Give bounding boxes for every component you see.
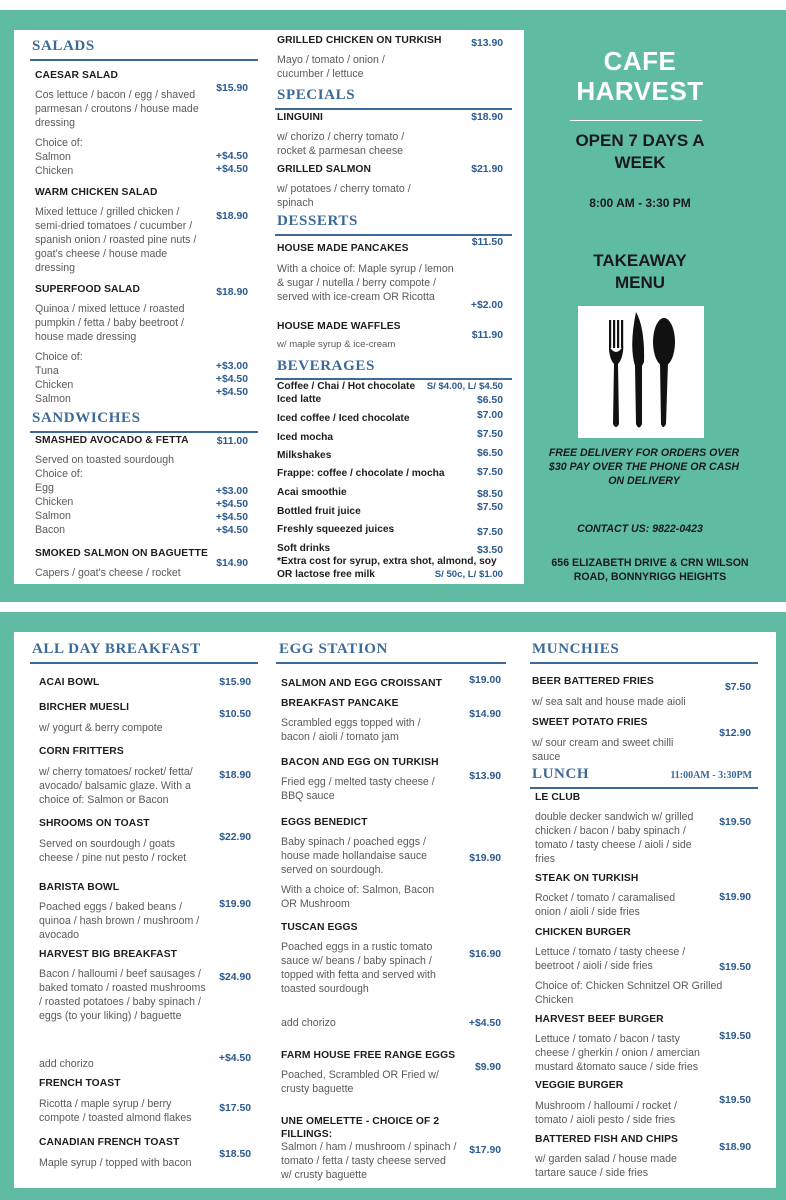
- steak-on-turkish-desc: Rocket / tomato / caramalised onion / aioli / side fries: [535, 892, 676, 918]
- avocado-opt-salmon: Salmon: [35, 510, 71, 522]
- beverages-title: BEVERAGES: [277, 358, 375, 374]
- sweet-potato-fries-desc: w/ sour cream and sweet chilli sauce: [532, 737, 674, 763]
- superfood-add-tuna: +$3.00: [215, 361, 248, 372]
- caesar-salad-desc: Cos lettuce / bacon / egg / shaved parmesan / croutons / house made dressing: [35, 89, 199, 129]
- french-toast-desc: Ricotta / maple syrup / berry compote / toasted almond flakes: [39, 1098, 192, 1124]
- smoked-salmon-desc: Capers / goat's cheese / rocket: [35, 567, 181, 579]
- lunch-title: LUNCH: [532, 766, 590, 782]
- harvest-big-breakfast-desc: Bacon / halloumi / beef sausages / baked tomato / roasted mushrooms / roasted potatoes / baby spinach / eggs (to your liking) / baguette: [39, 968, 206, 1022]
- corn-fritters-name: CORN FRITTERS: [39, 746, 124, 757]
- beverage-name: Bottled fruit juice: [277, 506, 361, 517]
- beverage-name: Iced coffee / Iced chocolate: [277, 413, 410, 424]
- beverage-price: $7.50: [476, 527, 503, 538]
- superfood-add-salmon: +$4.50: [215, 387, 248, 398]
- farm-house-eggs-price: $9.90: [474, 1062, 501, 1073]
- breakfast-pancake-price: $14.90: [469, 709, 501, 720]
- beverage-name: Iced mocha: [277, 432, 334, 443]
- steak-on-turkish-name: STEAK ON TURKISH: [535, 873, 639, 884]
- avocado-opt-chicken: Chicken: [35, 496, 74, 508]
- waffles-price: $11.90: [471, 330, 503, 341]
- cutlery-box: [578, 306, 704, 438]
- beer-battered-fries-price: $7.50: [724, 682, 751, 693]
- avocado-add-egg: +$3.00: [215, 486, 248, 497]
- contact-number: CONTACT US: 9822-0423: [577, 523, 703, 535]
- pancakes-add: +$2.00: [470, 300, 503, 311]
- tuscan-add-chorizo: add chorizo: [281, 1017, 336, 1029]
- canadian-french-toast-desc: Maple syrup / topped with bacon: [39, 1157, 192, 1169]
- fish-and-chips-desc: w/ garden salad / house made tartare sauce / side fries: [535, 1153, 677, 1179]
- beverages-rule: [275, 378, 512, 380]
- warm-chicken-salad-price: $18.90: [216, 211, 248, 222]
- munchies-title: MUNCHIES: [532, 641, 620, 657]
- linguini-price: $18.90: [471, 112, 503, 123]
- caesar-salad-price: $15.90: [216, 83, 248, 94]
- grilled-salmon-name: GRILLED SALMON: [277, 164, 372, 175]
- beverage-price: $7.50: [476, 429, 503, 440]
- smoked-salmon-name: SMOKED SALMON ON BAGUETTE: [35, 548, 208, 559]
- acai-bowl-name: ACAI BOWL: [39, 677, 100, 688]
- caesar-salad-name: CAESAR SALAD: [35, 70, 119, 81]
- eggs-benedict-price: $19.90: [469, 853, 501, 864]
- salads-title: SALADS: [32, 38, 95, 54]
- le-club-price: $19.50: [719, 817, 751, 828]
- eggs-benedict-choice: With a choice of: Salmon, Bacon OR Mushroom: [281, 884, 435, 910]
- superfood-salad-name: SUPERFOOD SALAD: [35, 284, 141, 295]
- beverage-price: $8.50: [476, 489, 503, 500]
- beverage-price: $7.00: [476, 410, 503, 421]
- canadian-french-toast-price: $18.50: [219, 1149, 251, 1160]
- sandwiches-title: SANDWICHES: [32, 410, 141, 426]
- omelette-price: $17.90: [469, 1145, 501, 1156]
- corn-fritters-price: $18.90: [219, 770, 251, 781]
- salmon-egg-croissant-name: SALMON AND EGG CROISSANT: [281, 678, 443, 689]
- avocado-name: SMASHED AVOCADO & FETTA: [35, 435, 189, 446]
- lunch-rule: [530, 787, 758, 789]
- superfood-opt-tuna: Tuna: [35, 365, 59, 377]
- harvest-big-breakfast-name: HARVEST BIG BREAKFAST: [39, 949, 178, 960]
- harvest-beef-burger-name: HARVEST BEEF BURGER: [535, 1014, 664, 1025]
- avocado-opt-bacon: Bacon: [35, 524, 66, 536]
- salmon-egg-croissant-price: $19.00: [469, 675, 501, 686]
- bacon-egg-turkish-name: BACON AND EGG ON TURKISH: [281, 757, 439, 768]
- superfood-opt-chicken: Chicken: [35, 379, 74, 391]
- avocado-add-chicken: +$4.50: [215, 499, 248, 510]
- beverage-name: Coffee / Chai / Hot chocolate: [277, 381, 416, 392]
- sweet-potato-fries-price: $12.90: [719, 728, 751, 739]
- breakfast-add-chorizo-price: +$4.50: [218, 1053, 251, 1064]
- caesar-opt-chicken: Chicken: [35, 165, 74, 177]
- eggs-benedict-desc: Baby spinach / poached eggs / house made hollandaise sauce served on sourdough.: [281, 836, 428, 876]
- le-club-desc: double decker sandwich w/ grilled chicken / bacon / baby spinach / tomato / tasty cheese / aioli / side fries: [535, 811, 694, 865]
- waffles-name: HOUSE MADE WAFFLES: [277, 321, 401, 332]
- breakfast-rule: [30, 662, 258, 664]
- beverage-name: Frappe: coffee / chocolate / mocha: [277, 468, 445, 479]
- beverage-name: Milkshakes: [277, 450, 332, 461]
- barista-bowl-price: $19.90: [219, 899, 251, 910]
- fork-knife-spoon-icon: [578, 306, 704, 438]
- beer-battered-fries-name: BEER BATTERED FRIES: [532, 676, 654, 687]
- grilled-chicken-turkish-name: GRILLED CHICKEN ON TURKISH: [277, 35, 442, 46]
- smoked-salmon-price: $14.90: [216, 558, 248, 569]
- waffles-desc: w/ maple syrup & ice-cream: [277, 339, 396, 350]
- linguini-name: LINGUINI: [277, 112, 323, 123]
- beverage-price: S/ $4.00, L/ $4.50: [426, 381, 503, 392]
- harvest-beef-burger-desc: Lettuce / tomato / bacon / tasty cheese / gherkin / onion / amercian mustard &tomato sauce / side fries: [535, 1033, 700, 1073]
- beer-battered-fries-desc: w/ sea salt and house made aioli: [532, 696, 686, 708]
- cafe-address: 656 ELIZABETH DRIVE & CRN WILSON ROAD, BONNYRIGG HEIGHTS: [551, 557, 749, 583]
- breakfast-add-chorizo: add chorizo: [39, 1058, 94, 1070]
- veggie-burger-desc: Mushroom / halloumi / rocket / tomato / aioli pesto / side fries: [535, 1100, 677, 1126]
- tuscan-eggs-desc: Poached eggs in a rustic tomato sauce w/ beans / baby spinach / topped with fetta and served with toasted sourdough: [281, 941, 436, 995]
- lunch-hours: 11:00AM - 3:30PM: [670, 770, 752, 781]
- grilled-salmon-desc: w/ potatoes / cherry tomato / spinach: [277, 183, 411, 209]
- beverage-price: $6.50: [476, 395, 503, 406]
- bacon-egg-turkish-desc: Fried egg / melted tasty cheese / BBQ sauce: [281, 776, 435, 802]
- caesar-choice-label: Choice of:: [35, 137, 83, 149]
- avocado-add-salmon: +$4.50: [215, 512, 248, 523]
- caesar-add-salmon: +$4.50: [215, 151, 248, 162]
- french-toast-name: FRENCH TOAST: [39, 1078, 121, 1089]
- specials-title: SPECIALS: [277, 87, 356, 103]
- shrooms-on-toast-price: $22.90: [219, 832, 251, 843]
- avocado-choice-label: Choice of:: [35, 468, 83, 480]
- chicken-burger-desc: Lettuce / tomato / tasty cheese / beetroot / aioli / side fries: [535, 946, 686, 972]
- linguini-desc: w/ chorizo / cherry tomato / rocket & parmesan cheese: [277, 131, 405, 157]
- cafe-name: CAFE HARVEST: [576, 46, 704, 106]
- specials-rule: [275, 108, 512, 110]
- beverage-extra-price: S/ 50c, L/ $1.00: [434, 569, 503, 580]
- bircher-muesli-name: BIRCHER MUESLI: [39, 702, 130, 713]
- cafe-name-underline: [570, 120, 702, 121]
- breakfast-pancake-name: BREAKFAST PANCAKE: [281, 698, 399, 709]
- veggie-burger-price: $19.50: [719, 1095, 751, 1106]
- fish-and-chips-price: $18.90: [719, 1142, 751, 1153]
- barista-bowl-desc: Poached eggs / baked beans / quinoa / hash brown / mushroom / avocado: [39, 901, 200, 941]
- shrooms-on-toast-desc: Served on sourdough / goats cheese / pine nut pesto / rocket: [39, 838, 187, 864]
- salads-rule: [30, 59, 258, 61]
- harvest-big-breakfast-price: $24.90: [219, 972, 251, 983]
- tuscan-add-chorizo-price: +$4.50: [468, 1018, 501, 1029]
- tuscan-eggs-price: $16.90: [469, 949, 501, 960]
- superfood-salad-desc: Quinoa / mixed lettuce / roasted pumpkin / fetta / baby beetroot / house made dressing: [35, 303, 185, 343]
- le-club-name: LE CLUB: [535, 792, 581, 803]
- farm-house-eggs-desc: Poached, Scrambled OR Fried w/ crusty baguette: [281, 1069, 439, 1095]
- beverage-price: $6.50: [476, 448, 503, 459]
- breakfast-title: ALL DAY BREAKFAST: [32, 641, 201, 657]
- tuscan-eggs-name: TUSCAN EGGS: [281, 922, 358, 933]
- opening-hours: 8:00 AM - 3:30 PM: [589, 196, 691, 210]
- farm-house-eggs-name: FARM HOUSE FREE RANGE EGGS: [281, 1050, 456, 1061]
- beverage-price: $7.50: [476, 467, 503, 478]
- omelette-name: UNE OMELETTE - CHOICE OF 2 FILLINGS:: [281, 1116, 440, 1140]
- chicken-burger-name: CHICKEN BURGER: [535, 927, 631, 938]
- french-toast-price: $17.50: [219, 1103, 251, 1114]
- beverage-name: Iced latte: [277, 394, 322, 405]
- avocado-add-bacon: +$4.50: [215, 525, 248, 536]
- chicken-burger-price: $19.50: [719, 962, 751, 973]
- desserts-rule: [275, 234, 512, 236]
- corn-fritters-desc: w/ cherry tomatoes/ rocket/ fetta/ avocado/ balsamic glaze. With a choice of: Salmon or Bacon: [39, 766, 193, 806]
- harvest-beef-burger-price: $19.50: [719, 1031, 751, 1042]
- omelette-desc: Salmon / ham / mushroom / spinach / tomato / fetta / tasty cheese served w/ crusty baguette: [281, 1141, 457, 1181]
- bacon-egg-turkish-price: $13.90: [469, 771, 501, 782]
- sandwiches-rule: [30, 431, 258, 433]
- avocado-desc: Served on toasted sourdough: [35, 454, 174, 466]
- pancakes-name: HOUSE MADE PANCAKES: [277, 243, 409, 254]
- pancakes-desc: With a choice of: Maple syrup / lemon & sugar / nutella / berry compote / served with ice-cream OR Ricotta: [277, 263, 454, 303]
- warm-chicken-salad-name: WARM CHICKEN SALAD: [35, 187, 158, 198]
- caesar-add-chicken: +$4.50: [215, 164, 248, 175]
- breakfast-pancake-desc: Scrambled eggs topped with / bacon / aioli / tomato jam: [281, 717, 421, 743]
- open-days: OPEN 7 DAYS A WEEK: [575, 131, 705, 172]
- beverage-price: $3.50: [476, 545, 503, 556]
- beverage-name: Freshly squeezed juices: [277, 524, 395, 535]
- egg-station-rule: [276, 662, 506, 664]
- pancakes-price: $11.50: [471, 237, 503, 248]
- superfood-opt-salmon: Salmon: [35, 393, 71, 405]
- beverage-name: Acai smoothie: [277, 487, 347, 498]
- delivery-note: FREE DELIVERY FOR ORDERS OVER $30 PAY OVER THE PHONE OR CASH ON DELIVERY: [548, 447, 740, 487]
- beverage-price: $7.50: [476, 502, 503, 513]
- grilled-salmon-price: $21.90: [471, 164, 503, 175]
- veggie-burger-name: VEGGIE BURGER: [535, 1080, 624, 1091]
- superfood-salad-price: $18.90: [216, 287, 248, 298]
- steak-on-turkish-price: $19.90: [719, 892, 751, 903]
- takeaway-title: TAKEAWAY MENU: [593, 251, 687, 292]
- sweet-potato-fries-name: SWEET POTATO FRIES: [532, 717, 648, 728]
- warm-chicken-salad-desc: Mixed lettuce / grilled chicken / semi-dried tomatoes / cucumber / spanish onion / roasted pine nuts / goat's cheese / house made dressing: [35, 206, 197, 274]
- bircher-muesli-desc: w/ yogurt & berry compote: [39, 722, 163, 734]
- shrooms-on-toast-name: SHROOMS ON TOAST: [39, 818, 150, 829]
- barista-bowl-name: BARISTA BOWL: [39, 882, 120, 893]
- beverage-name: Soft drinks: [277, 543, 331, 554]
- superfood-choice-label: Choice of:: [35, 351, 83, 363]
- superfood-add-chicken: +$4.50: [215, 374, 248, 385]
- avocado-price: $11.00: [216, 436, 248, 447]
- beverage-extra-note: *Extra cost for syrup, extra shot, almond, soy OR lactose free milk: [277, 556, 497, 580]
- grilled-chicken-turkish-desc: Mayo / tomato / onion / cucumber / lettuce: [277, 54, 385, 80]
- desserts-title: DESSERTS: [277, 213, 358, 229]
- munchies-rule: [530, 662, 758, 664]
- bircher-muesli-price: $10.50: [219, 709, 251, 720]
- grilled-chicken-turkish-price: $13.90: [471, 38, 503, 49]
- canadian-french-toast-name: CANADIAN FRENCH TOAST: [39, 1137, 180, 1148]
- egg-station-title: EGG STATION: [279, 641, 388, 657]
- fish-and-chips-name: BATTERED FISH AND CHIPS: [535, 1134, 679, 1145]
- acai-bowl-price: $15.90: [219, 677, 251, 688]
- caesar-opt-salmon: Salmon: [35, 151, 71, 163]
- chicken-burger-choice: Choice of: Chicken Schnitzel OR Grilled Chicken: [535, 980, 723, 1006]
- avocado-opt-egg: Egg: [35, 482, 54, 494]
- eggs-benedict-name: EGGS BENEDICT: [281, 817, 368, 828]
